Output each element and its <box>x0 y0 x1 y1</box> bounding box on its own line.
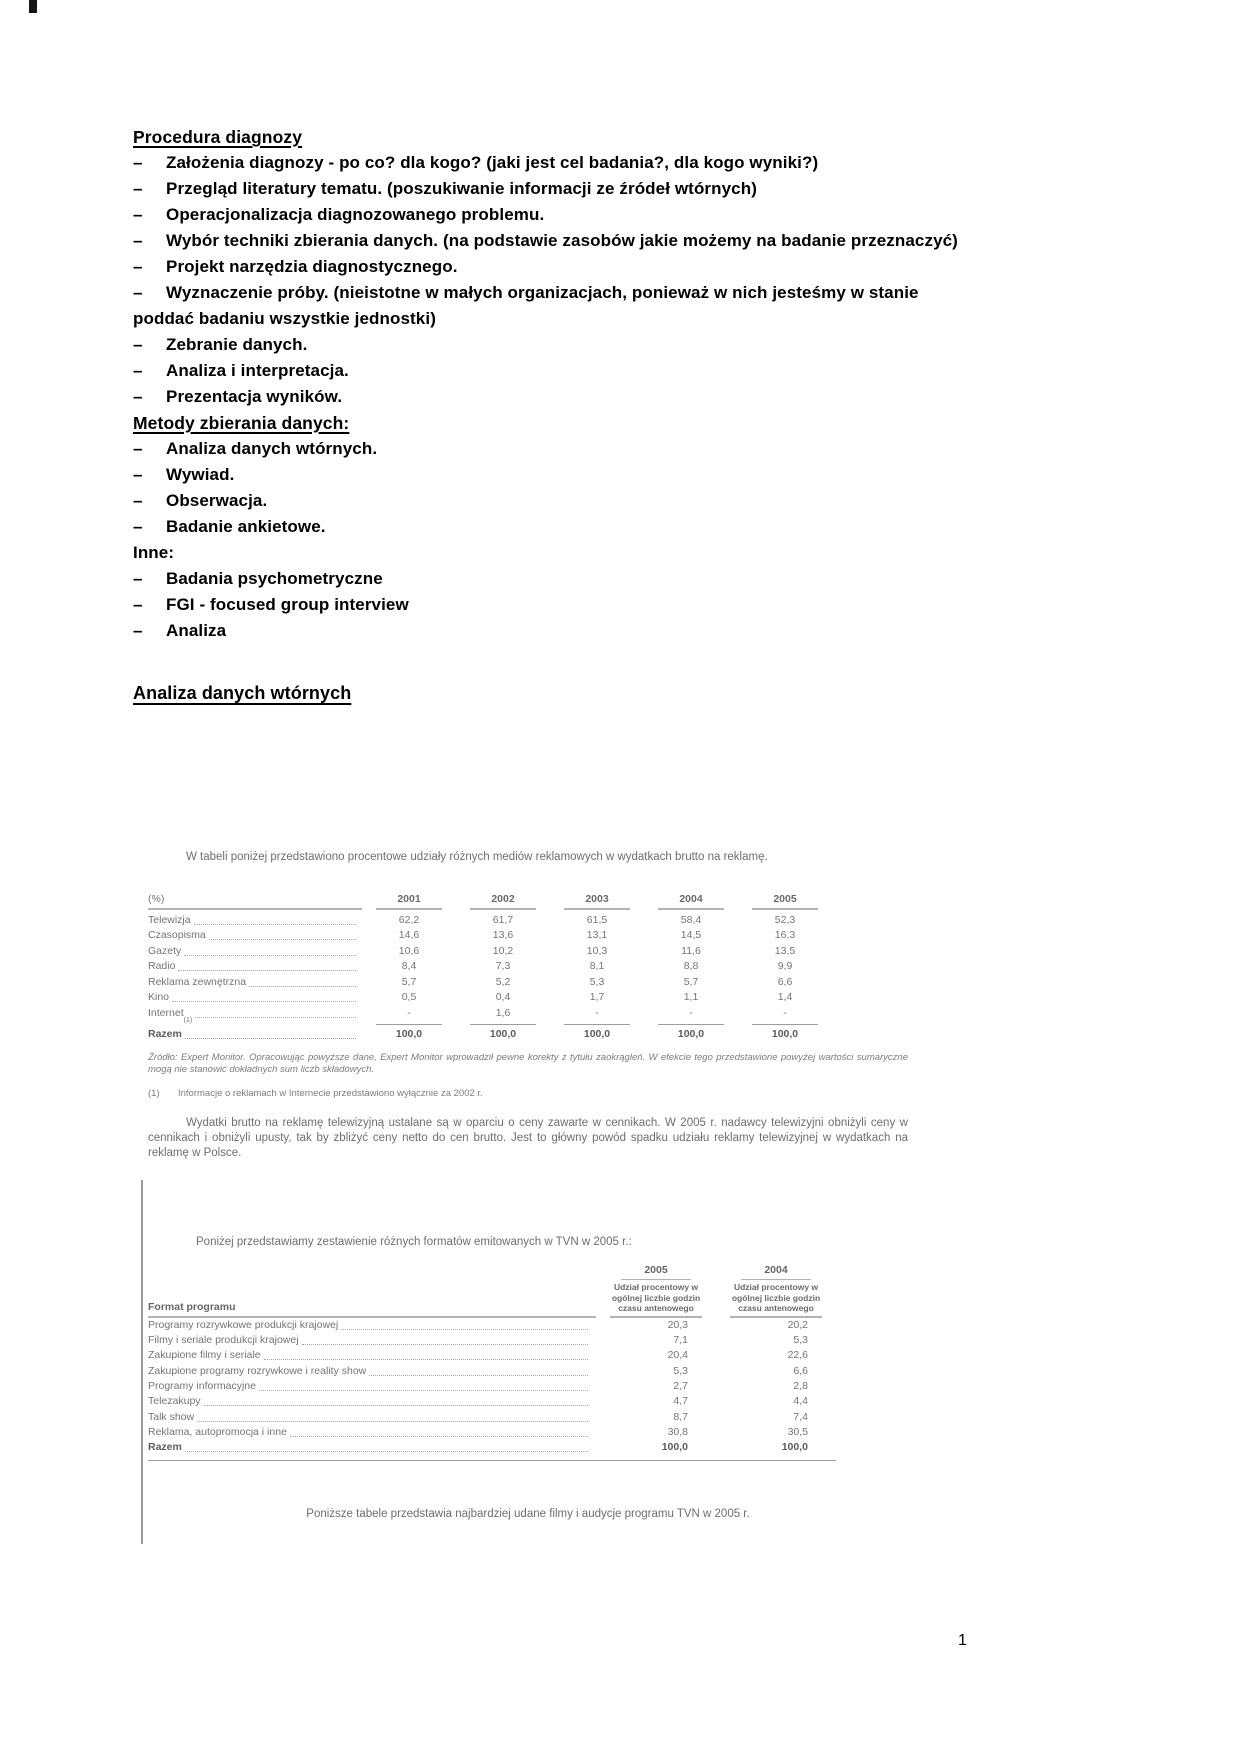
cell-value: 11,6 <box>681 944 701 957</box>
section-title-metody: Metody zbierania danych: <box>133 413 350 433</box>
cell-value: 13,6 <box>492 929 514 941</box>
dotted-leader <box>264 1359 588 1360</box>
cell-value: 61,5 <box>586 913 608 926</box>
header-cell-year: 2004 <box>741 1263 811 1280</box>
dotted-leader <box>249 986 356 987</box>
table-total-row <box>148 1440 836 1455</box>
table-row <box>148 974 832 990</box>
media-share-table <box>148 892 832 1042</box>
list-item <box>133 176 995 202</box>
row-label: Programy informacyjne <box>148 1379 256 1392</box>
row-label: Internet <box>148 1006 184 1019</box>
list-item-text: – Badania psychometryczne <box>166 569 383 588</box>
cell-value: 0,4 <box>495 991 511 1003</box>
excerpt-paragraph-1: W tabeli poniżej przedstawiono procentowe udziały różnych mediów reklamowych w wydatkach brutto na reklamę. <box>186 851 768 863</box>
list-item-text: – Prezentacja wyników. <box>166 387 343 406</box>
dotted-leader <box>204 1405 588 1406</box>
row-label: Kino <box>148 991 170 1003</box>
cell-value: 16,3 <box>774 929 796 941</box>
list-item <box>133 514 995 540</box>
list-item-text: – Obserwacja. <box>166 491 268 510</box>
table-total-row <box>148 1024 832 1042</box>
cell-value: 100,0 <box>564 1024 630 1042</box>
dotted-leader <box>341 1329 588 1330</box>
footnote <box>148 1086 908 1101</box>
row-label: Filmy i seriale produkcji krajowej <box>148 1334 299 1347</box>
list-item-text: – Analiza danych wtórnych. <box>166 439 378 458</box>
list-item <box>133 592 995 618</box>
row-label: Razem <box>148 1027 182 1040</box>
row-label: Programy rozrywkowe produkcji krajowej <box>148 1318 339 1331</box>
list-item-text: – Operacjonalizacja diagnozowanego problemu. <box>166 205 545 224</box>
list-item-text: – Wyznaczenie próby. (nieistotne w małych organizacjach, ponieważ w nich jesteśmy w stanie <box>166 283 919 302</box>
page-number: 1 <box>958 1632 967 1649</box>
cell-value: 8,8 <box>683 960 699 972</box>
table-header-row <box>148 892 832 910</box>
list-item <box>133 202 995 228</box>
row-label: Telezakupy <box>148 1395 201 1408</box>
section-title-analiza-danych-wtornych: Analiza danych wtórnych <box>133 683 352 703</box>
scan-artifact-line <box>141 1180 143 1544</box>
cell-value: 10,6 <box>398 944 420 957</box>
list-item <box>133 332 995 358</box>
footnote-marker: (1) <box>148 1088 160 1099</box>
dotted-leader <box>172 1001 356 1002</box>
cell-value: 5,3 <box>793 1334 808 1347</box>
table-row <box>148 959 832 975</box>
header-cell-year: 2005 <box>621 1263 691 1280</box>
list-item-text: – Założenia diagnozy - po co? dla kogo? (jaki jest cel badania?, dla kogo wyniki?) <box>166 153 819 172</box>
cell-value: 20,3 <box>667 1318 688 1331</box>
table-row: Internet (1) - 1,6 - - - <box>148 1005 832 1021</box>
cell-value: 1,7 <box>589 991 605 1003</box>
row-label: Zakupione filmy i seriale <box>148 1349 261 1362</box>
list-item-text: – Analiza i interpretacja. <box>166 361 349 380</box>
table-row <box>148 1425 836 1440</box>
row-label: Talk show <box>148 1410 195 1423</box>
header-cell-percent: (%) <box>148 892 362 910</box>
cell-value: 62,2 <box>398 913 420 926</box>
cell-value: 0,5 <box>401 991 417 1003</box>
cell-value: - <box>407 1006 411 1019</box>
footnote-text: Informacje o reklamach w Internecie przedstawiono wyłącznie za 2002 r. <box>178 1088 483 1099</box>
list-item-text: – Badanie ankietowe. <box>166 517 326 536</box>
header-cell-year: 2001 <box>376 892 442 910</box>
list-item-text: – Wywiad. <box>166 465 235 484</box>
cell-value: 52,3 <box>774 913 796 926</box>
cell-value: 7,3 <box>495 960 511 972</box>
header-subheader: Udział procentowy w ogólnej liczbie godzin czasu antenowego <box>730 1282 822 1318</box>
list-continuation: poddać badaniu wszystkie jednostki) <box>133 309 436 328</box>
cell-value: 4,7 <box>673 1395 688 1408</box>
cell-value: 20,4 <box>667 1349 688 1362</box>
cell-value: 100,0 <box>781 1441 808 1454</box>
dotted-leader <box>259 1390 588 1391</box>
row-label: Razem <box>148 1441 182 1454</box>
cell-value: 100,0 <box>661 1441 688 1454</box>
excerpt-paragraph-4: Poniższe tabele przedstawia najbardziej udane filmy i audycje programu TVN w 2005 r. <box>306 1508 750 1521</box>
cell-value: 13,1 <box>586 929 608 941</box>
table-row <box>148 1379 836 1394</box>
table-row <box>148 1394 836 1409</box>
cell-value: 100,0 <box>752 1024 818 1042</box>
cell-value: 7,1 <box>673 1334 688 1347</box>
table-row <box>148 928 832 944</box>
list-item <box>133 280 995 306</box>
cell-value: 9,9 <box>777 960 793 972</box>
cell-value: 14,5 <box>680 929 702 941</box>
cell-value: 4,4 <box>793 1395 808 1408</box>
dotted-leader <box>197 1421 588 1422</box>
cell-value: 8,7 <box>673 1410 688 1423</box>
list-item-text: – FGI - focused group interview <box>166 595 409 614</box>
cell-value: 14,6 <box>398 929 420 941</box>
list-item <box>133 436 995 462</box>
cell-value: 7,4 <box>793 1410 808 1423</box>
cell-value: 5,7 <box>401 975 417 988</box>
dotted-leader <box>194 924 356 925</box>
list-item-text: – Wybór techniki zbierania danych. (na podstawie zasobów jakie możemy na badanie przeznaczyć) <box>166 231 958 250</box>
header-cell-year: 2004 <box>658 892 724 910</box>
dotted-leader <box>302 1344 588 1345</box>
cell-value: 100,0 <box>470 1024 536 1042</box>
table-row <box>148 943 832 959</box>
list-item <box>133 566 995 592</box>
row-label: Telewizja <box>148 913 191 926</box>
cell-value: - <box>595 1006 599 1019</box>
dotted-leader <box>184 955 356 956</box>
cell-value: 22,6 <box>787 1349 808 1362</box>
cell-value: 1,1 <box>683 991 699 1003</box>
tvn-format-table <box>148 1263 836 1461</box>
list-item-text: – Projekt narzędzia diagnostycznego. <box>166 257 458 276</box>
cell-value: 8,1 <box>589 960 605 972</box>
row-label: Reklama zewnętrzna <box>148 975 247 988</box>
table-bottom-rule <box>148 1460 836 1461</box>
cell-value: 6,6 <box>793 1364 808 1377</box>
cell-value: 58,4 <box>680 913 702 926</box>
table-row <box>148 1333 836 1348</box>
header-cell-year: 2005 <box>752 892 818 910</box>
cell-value: 6,6 <box>777 975 793 988</box>
list-item <box>133 462 995 488</box>
list-item <box>133 488 995 514</box>
table-row <box>148 912 832 928</box>
table-row <box>148 1318 836 1333</box>
cell-value: 30,8 <box>667 1425 688 1438</box>
cell-value: 5,3 <box>673 1364 688 1377</box>
list-item <box>133 228 995 254</box>
row-label: Czasopisma <box>148 929 206 941</box>
list-item <box>133 384 995 410</box>
list-item <box>133 254 995 280</box>
table-row <box>148 1348 836 1363</box>
cell-value: - <box>689 1006 693 1019</box>
row-label: Gazety <box>148 944 182 957</box>
header-cell-year: 2002 <box>470 892 536 910</box>
cell-value: 100,0 <box>376 1024 442 1042</box>
cell-value: - <box>783 1006 787 1019</box>
dotted-leader <box>185 1451 588 1452</box>
table-row <box>148 990 832 1006</box>
list-item <box>133 618 995 644</box>
table-header-row <box>148 1263 836 1318</box>
section-title-procedura-diagnozy: Procedura diagnozy <box>133 127 303 147</box>
scanned-excerpt <box>148 850 908 1522</box>
scan-artifact <box>29 0 37 13</box>
cell-value: 5,3 <box>589 975 605 988</box>
list-item-text: – Przegląd literatury tematu. (poszukiwanie informacji ze źródeł wtórnych) <box>166 179 757 198</box>
cell-value: 5,2 <box>495 975 511 988</box>
dotted-leader <box>185 1038 356 1039</box>
header-cell-year: 2003 <box>564 892 630 910</box>
row-label: Radio <box>148 960 176 972</box>
table-row <box>148 1363 836 1378</box>
header-cell-format: Format programu <box>148 1300 596 1318</box>
cell-value: 2,7 <box>673 1379 688 1392</box>
cell-value: 5,7 <box>683 975 699 988</box>
excerpt-paragraph-3: Poniżej przedstawiamy zestawienie różnych formatów emitowanych w TVN w 2005 r.: <box>196 1236 632 1248</box>
dotted-leader <box>178 970 356 971</box>
list-item-text: – Zebranie danych. <box>166 335 308 354</box>
cell-value: 20,2 <box>787 1318 808 1331</box>
cell-value: 30,5 <box>787 1425 808 1438</box>
table-source-note: Źródło: Expert Monitor. Opracowując powyższe dane, Expert Monitor wprowadził pewne korekty z tytułu zaokrągleń. W efekcie tego przedstawione powyżej wartości sumaryczne mogą nie stanowić dokładnych sum liczb składowych. <box>148 1051 908 1075</box>
dotted-leader <box>209 939 356 940</box>
cell-value: 8,4 <box>401 960 417 972</box>
dotted-leader <box>290 1436 588 1437</box>
cell-value: 13,5 <box>774 944 796 957</box>
cell-value: 1,6 <box>495 1006 511 1019</box>
lecture-notes <box>133 124 995 707</box>
row-label: Zakupione programy rozrywkowe i reality show <box>148 1364 367 1377</box>
cell-value: 10,2 <box>492 944 514 957</box>
cell-value: 1,4 <box>777 991 793 1003</box>
dotted-leader <box>369 1375 588 1376</box>
list-item <box>133 358 995 384</box>
cell-value: 2,8 <box>793 1379 808 1392</box>
cell-value: 61,7 <box>492 913 514 926</box>
table-row <box>148 1409 836 1424</box>
header-subheader: Udział procentowy w ogólnej liczbie godzin czasu antenowego <box>610 1282 702 1318</box>
cell-value: 100,0 <box>658 1024 724 1042</box>
inne-label: Inne: <box>133 543 175 562</box>
list-item-text: – Analiza <box>166 621 227 640</box>
row-label: Reklama, autopromocja i inne <box>148 1425 287 1438</box>
dotted-leader <box>195 1017 356 1018</box>
list-item <box>133 150 995 176</box>
excerpt-paragraph-2: Wydatki brutto na reklamę telewizyjną ustalane są w oparciu o ceny zawarte w cennikach. W 2005 r. nadawcy telewizyjni obniżyli ceny w cennikach i obniżyli upusty, tak by zbliżyć ceny netto do cen brutto. Jest to główny powód spadku udziału reklamy telewizyjnej w wydatkach na reklamę w Polsce. <box>148 1117 908 1159</box>
cell-value: 10,3 <box>586 944 608 957</box>
